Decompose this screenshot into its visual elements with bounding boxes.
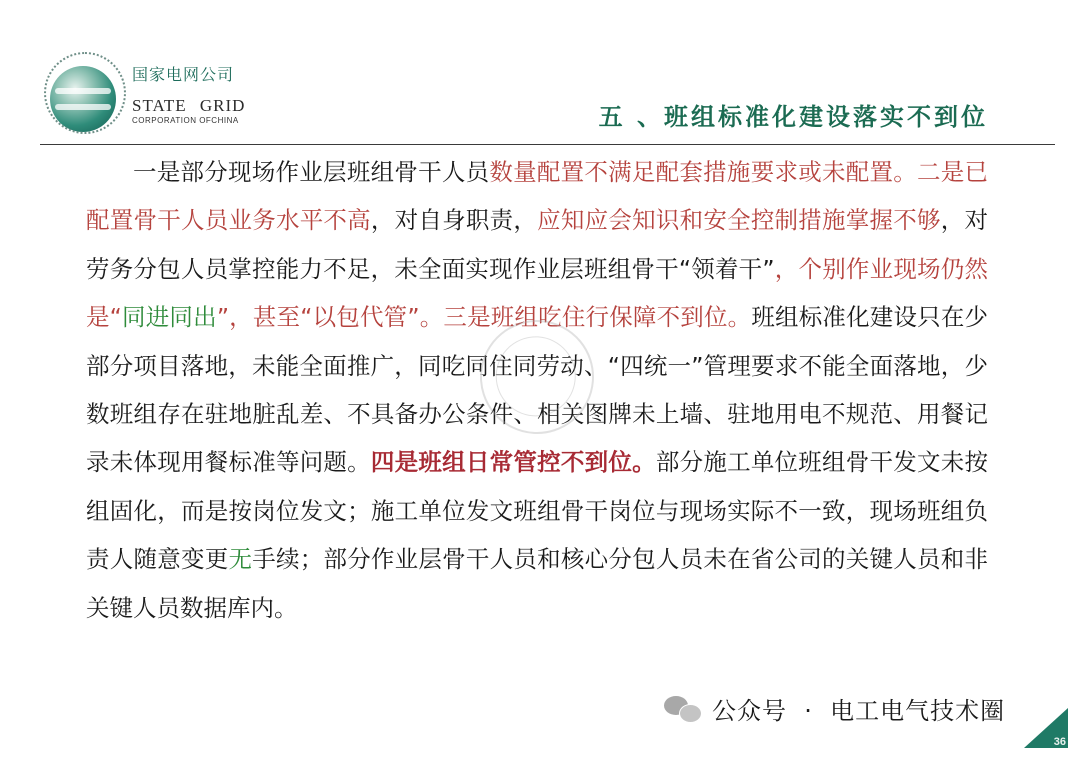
account-name: 公众号 · 电工电气技术圈 <box>712 696 1006 725</box>
page-number: 36 <box>1053 736 1066 748</box>
text-highlight-green: 无 <box>228 545 253 574</box>
text-highlight-red: 三是班组吃住行保障不到位。 <box>443 303 752 332</box>
company-name-en: STATE GRID <box>132 96 246 115</box>
text-normal: ，对劳务分包人员掌控能力不足，未全面实现作业层班组骨干“领着干” <box>86 206 989 283</box>
watermark-seal-inner <box>485 326 586 427</box>
company-name-cn: 国家电网公司 <box>132 65 235 84</box>
footer-account <box>664 688 1005 728</box>
text-normal: ，对自身职责， <box>370 206 538 235</box>
text-highlight-red: 应知应会知识和安全控制措施掌握不够 <box>537 206 941 235</box>
logo-seal-ring <box>44 52 126 134</box>
text-highlight-bold: 四是班组日常管控不到位。 <box>370 448 656 477</box>
wechat-bubble <box>679 704 702 723</box>
slide-title: 五 、班组标准化建设落实不到位 <box>598 102 988 131</box>
text-normal: 部分施工单位班组骨干发文未按组固化，而是按岗位发文；施工单位发文班组骨干岗位与现场实际不一致，现场班组负责人随意变更 <box>86 448 989 574</box>
header-divider <box>40 144 1055 145</box>
company-name-sub: CORPORATION OFCHINA <box>132 116 239 125</box>
text-highlight-red: 数量配置不满足配套措施要求或未配置。二是已配置骨干人员业务水平不高 <box>86 158 989 235</box>
text-highlight-green: 同进同出 <box>121 303 217 332</box>
text-highlight-red: ”，甚至“以包代管”。 <box>216 303 444 332</box>
text-highlight-red: ，个别作业现场仍然是“ <box>86 254 988 332</box>
wechat-icon <box>664 692 704 724</box>
text-normal: 一是部分现场作业层班组骨干人员 <box>133 158 490 186</box>
text-normal: 班组标准化建设只在少部分项目落地，未能全面推广，同吃同住同劳动、“四统一”管理要求不能全面落地，少数班组存在驻地脏乱差、不具备办公条件、相关图牌未上墙、驻地用电不规范、用餐记录未体现用餐标准等问题。 <box>86 303 989 477</box>
text-normal: 手续；部分作业层骨干人员和核心分包人员未在省公司的关键人员和非关键人员数据库内。 <box>86 545 989 622</box>
company-logo <box>44 58 304 138</box>
